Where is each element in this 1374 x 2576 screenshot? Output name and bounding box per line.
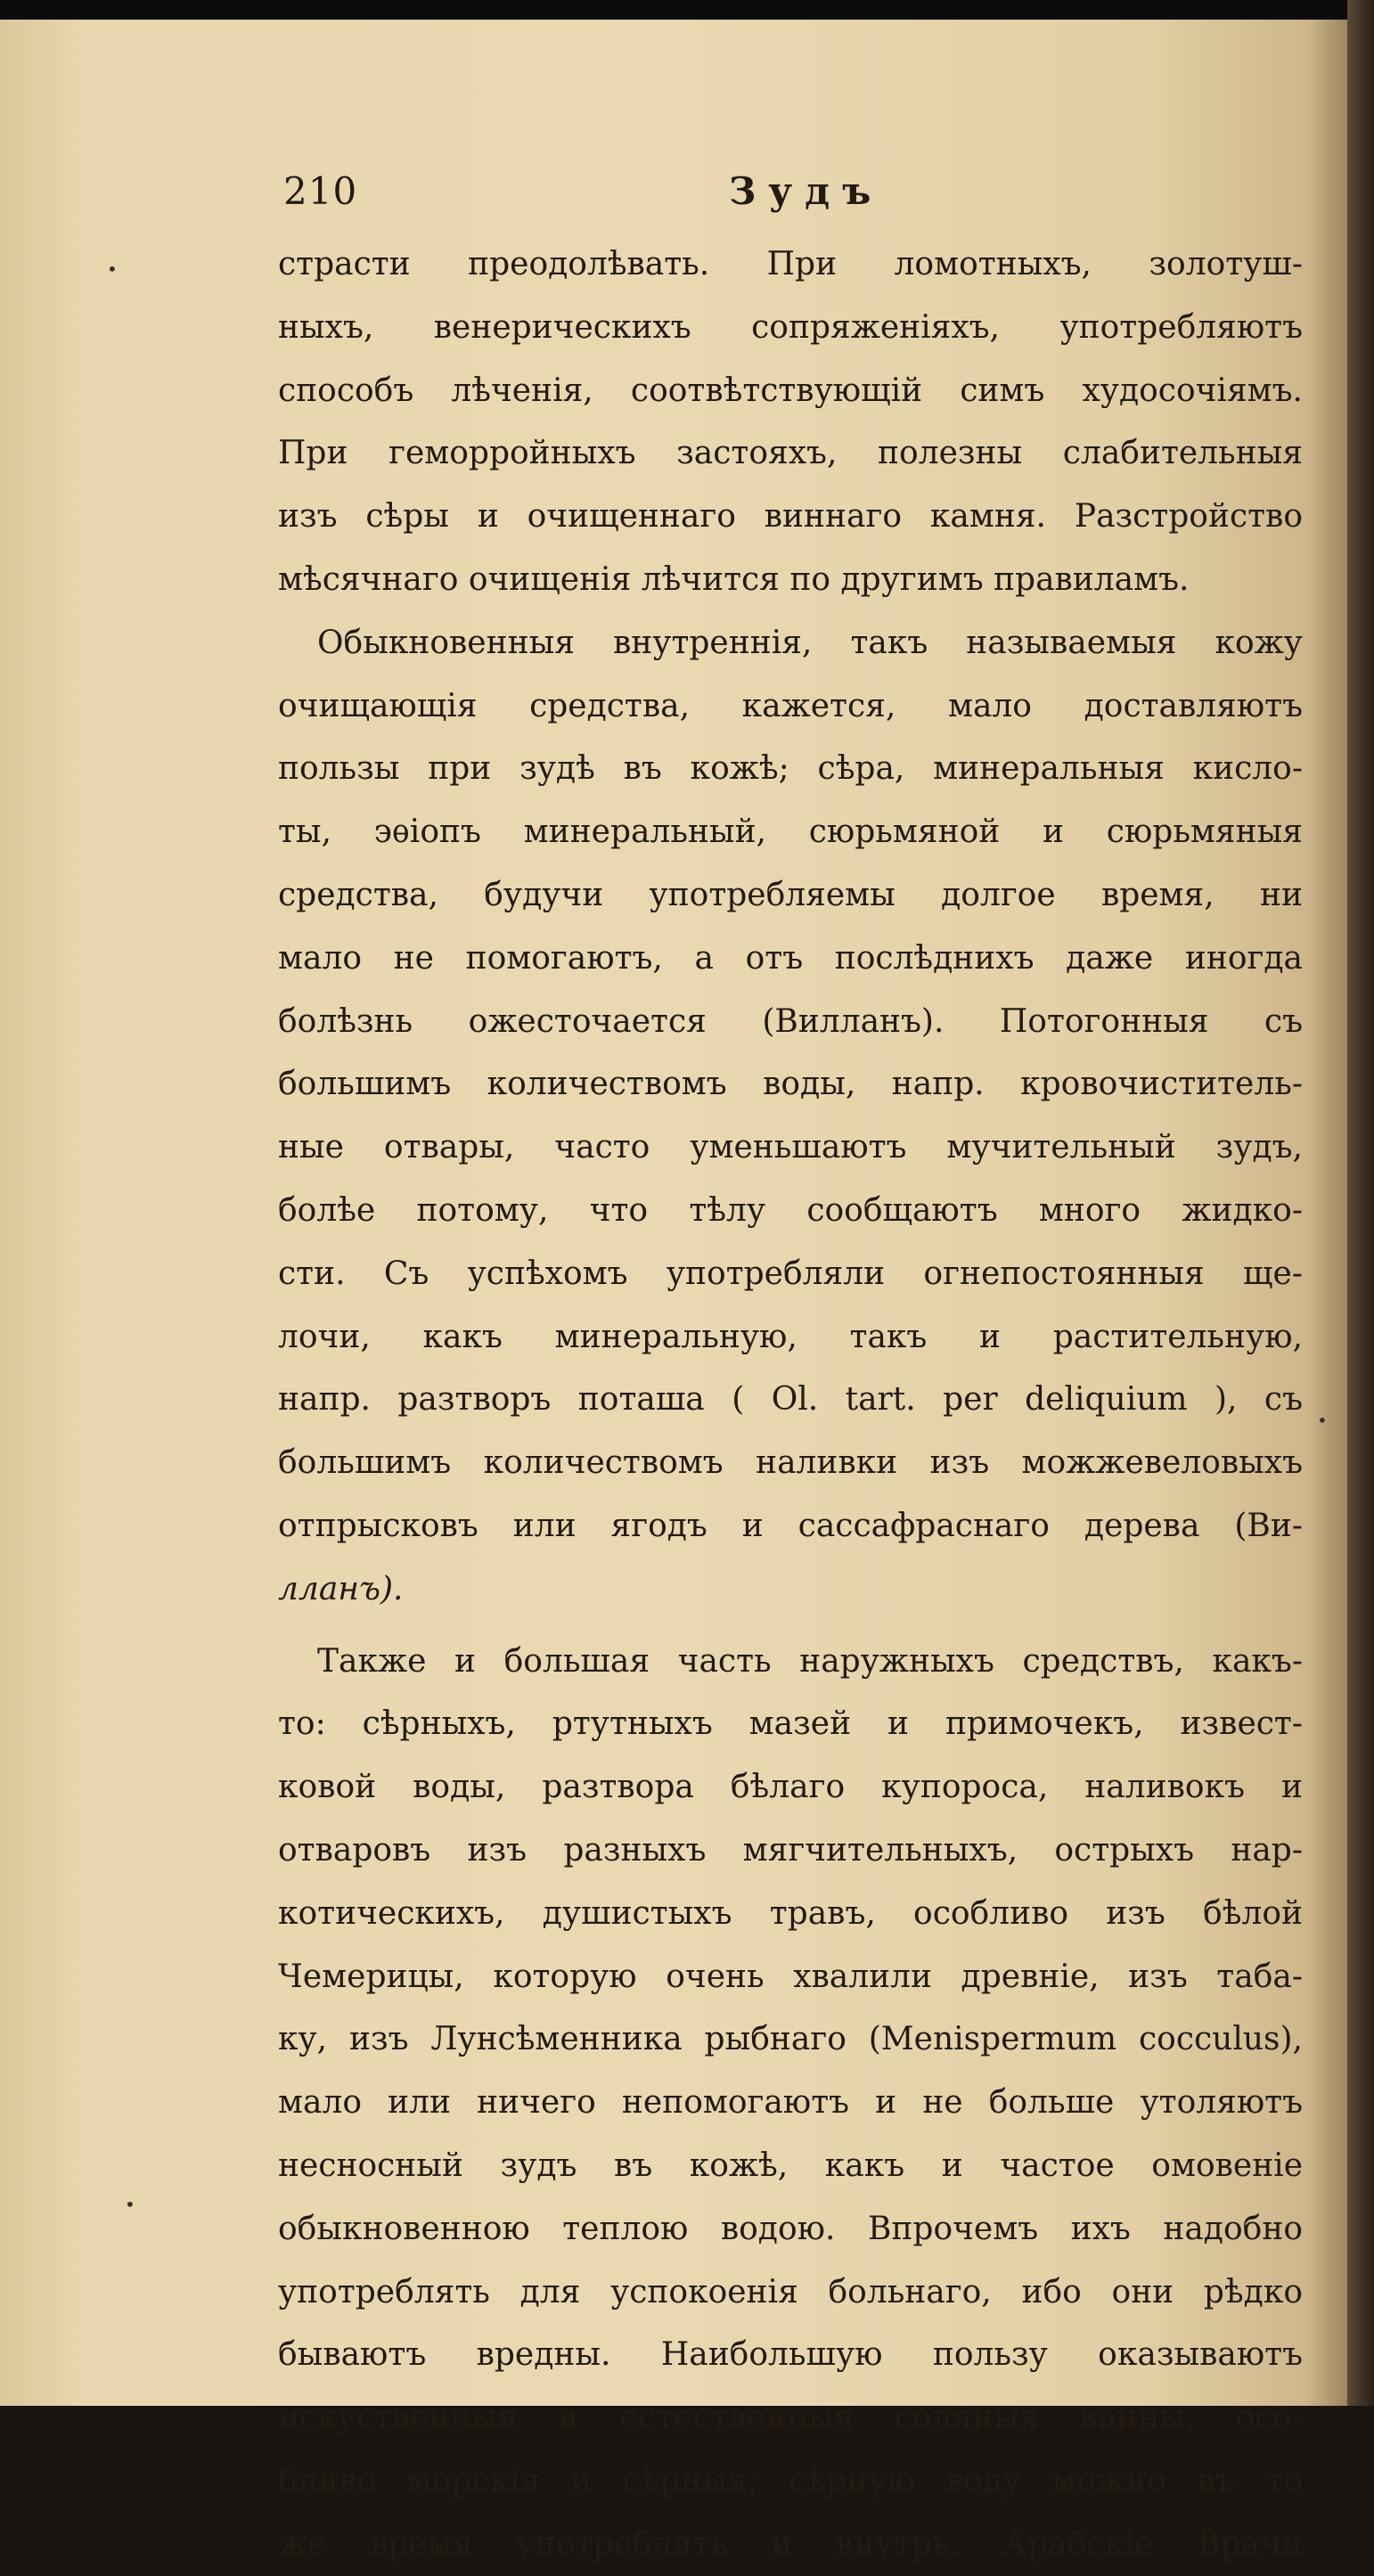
page-number: 210 [283, 169, 358, 213]
text-line: обыкновенною теплою водою. Впрочемъ ихъ надобно [278, 2210, 1303, 2247]
running-head: Зудъ [729, 169, 884, 213]
text-line: мало или ничего непомогаютъ и не больше утоляютъ [278, 2084, 1303, 2122]
text-line: отпрысковъ или ягодъ и сассафраснаго дерева (Ви- [278, 1507, 1303, 1544]
paragraph-start-line: Обыкновенныя внутреннія, такъ называемыя кожу [317, 624, 1303, 661]
body-text [278, 233, 1303, 2576]
text-line: то: сѣрныхъ, ртутныхъ мазей и примочекъ, извест- [278, 1705, 1303, 1743]
text-line: употреблять для успокоенія больнаго, ибо они рѣдко [278, 2273, 1303, 2310]
text-line: средства, будучи употребляемы долгое время, ни [278, 876, 1303, 913]
text-line: страсти преодолѣвать. При ломотныхъ, золотуш- [278, 246, 1303, 282]
page-edge-shadow [1347, 0, 1374, 2406]
scan-top-border [0, 0, 1374, 21]
text-line: лланъ). [278, 1570, 404, 1607]
text-line: сти. Съ успѣхомъ употребляли огнепостоянныя ще- [278, 1255, 1303, 1292]
text-line: бливо морскія и сѣрныя; сѣрную воду можно въ то [278, 2462, 1303, 2499]
text-line: Чемерицы, которую очень хвалили древніе, изъ таба- [278, 1958, 1303, 1995]
margin-speck: • [125, 2194, 135, 2215]
margin-speck: • [1317, 1410, 1328, 1431]
paragraph-start-line: Также и большая часть наружныхъ средствъ, какъ- [317, 1642, 1303, 1680]
text-line: ныхъ, венерическихъ сопряженіяхъ, употребляютъ [278, 308, 1303, 346]
text-line: ковой воды, разтвора бѣлаго купороса, наливокъ и [278, 1769, 1303, 1806]
text-line: ку, изъ Лунсѣменника рыбнаго (Menispermum cocculus), [278, 2021, 1303, 2058]
page-header [0, 169, 1347, 223]
text-line: болѣе потому, что тѣлу сообщаютъ много жидко- [278, 1191, 1303, 1229]
text-line: большимъ количествомъ воды, напр. кровочиститель- [278, 1066, 1303, 1103]
text-line: способъ лѣченія, соотвѣтствующій симъ худосочіямъ. [278, 372, 1303, 409]
text-line: искуственныя и естественныя соляныя ванны, осо- [278, 2400, 1303, 2437]
margin-speck: • [107, 258, 118, 280]
text-line: напр. разтворъ поташа ( Ol. tart. per deliquium ), съ [278, 1381, 1303, 1419]
text-line: котическихъ, душистыхъ травъ, особливо изъ бѣлой [278, 1894, 1303, 1932]
text-line: мало не помогаютъ, а отъ послѣднихъ даже иногда [278, 939, 1303, 977]
text-line: пользы при зудѣ въ кожѣ; сѣра, минеральныя кисло- [278, 750, 1303, 788]
book-page [0, 20, 1347, 2563]
text-line: большимъ количествомъ наливки изъ можжевеловыхъ [278, 1444, 1303, 1482]
text-line: мѣсячнаго очищенія лѣчится по другимъ правиламъ. [278, 560, 1190, 598]
text-line: ные отвары, часто уменьшаютъ мучительный зудъ, [278, 1129, 1303, 1166]
text-line: ты, эѳіопъ минеральный, сюрьмяной и сюрьмяныя [278, 814, 1303, 851]
text-line: лочи, какъ минеральную, такъ и растительную, [278, 1318, 1303, 1355]
text-line: При геморройныхъ застояхъ, полезны слабительныя [278, 435, 1303, 472]
text-line: очищающія средства, кажется, мало доставляютъ [278, 687, 1303, 724]
text-line: несносный зудъ въ кожѣ, какъ и частое омовеніе [278, 2147, 1303, 2184]
text-line: болѣзнь ожесточается (Вилланъ). Потогонныя съ [278, 1002, 1303, 1040]
text-line: же время употреблять и внутрь. Арабскіе Врачи [278, 2525, 1303, 2563]
text-line: бываютъ вредны. Наибольшую пользу оказываютъ [278, 2336, 1303, 2374]
text-line: отваровъ изъ разныхъ мягчительныхъ, острыхъ нар- [278, 1831, 1303, 1869]
text-line: изъ сѣры и очищеннаго виннаго камня. Разстройство [278, 498, 1303, 536]
